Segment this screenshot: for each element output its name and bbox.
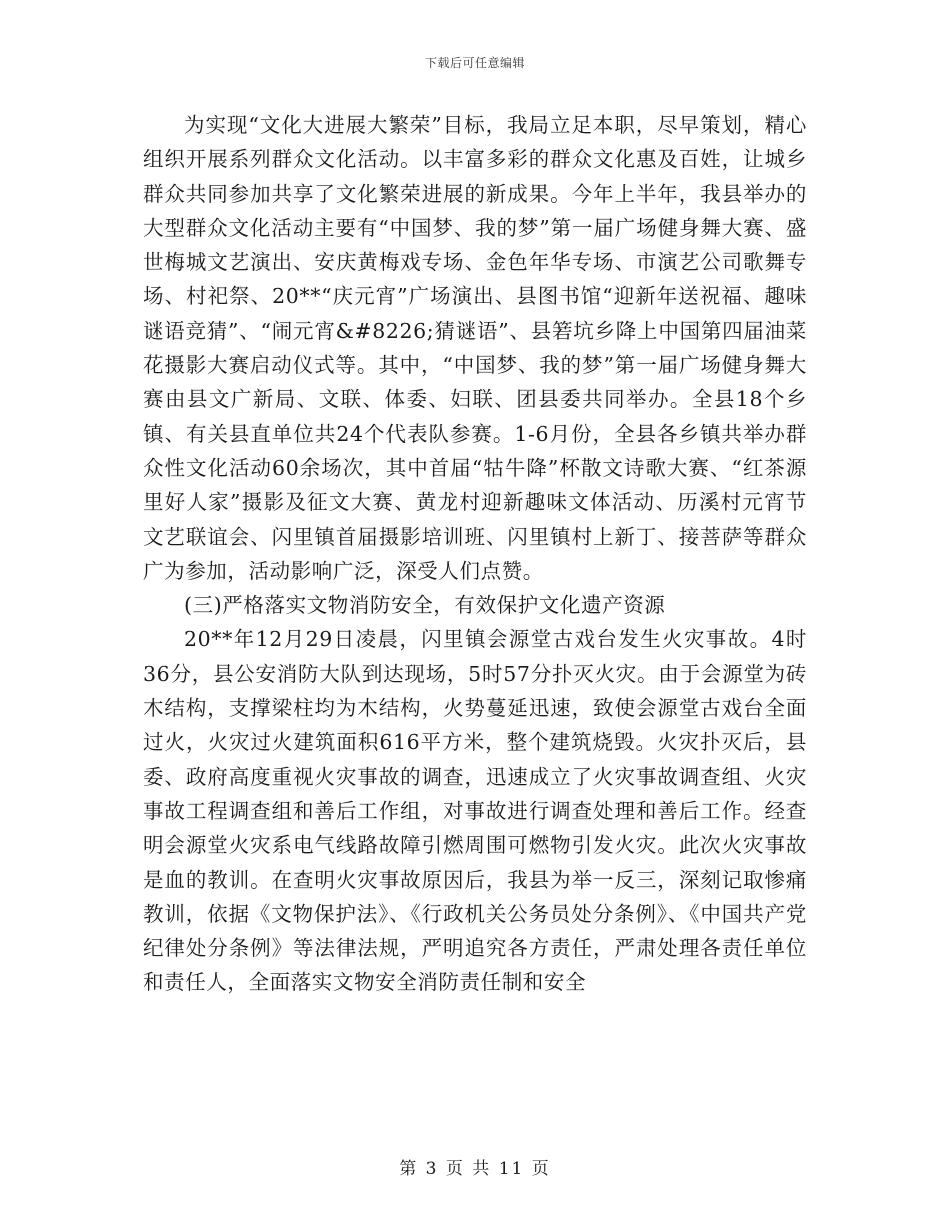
paragraph-cultural-activities: 为实现“文化大进展大繁荣”目标，我局立足本职，尽早策划，精心组织开展系列群众文化活动。以丰富多彩的群众文化惠及百姓，让城乡群众共同参加共享了文化繁荣进展的新成果。今年上半年，我县举办的大型群众文化活动主要有“中国梦、我的梦”第一届广场健身舞大赛、盛世梅城文艺演出、安庆黄梅戏专场、金色年华专场、市演艺公司歌舞专场、村祀祭、20**“庆元宵”广场演出、县图书馆“迎新年送祝福、趣味谜语竞猜”、“闹元宵&#8226;猜谜语”、县箬坑乡降上中国第四届油菜花摄影大赛启动仪式等。其中，“中国梦、我的梦”第一届广场健身舞大赛由县文广新局、文联、体委、妇联、团县委共同举办。全县18个乡镇、有关县直单位共24个代表队参赛。1-6月份，全县各乡镇共举办群众性文化活动60余场次，其中首届“牯牛降”杯散文诗歌大赛、“红茶源里好人家”摄影及征文大赛、黄龙村迎新趣味文体活动、历溪村元宵节文艺联谊会、闪里镇首届摄影培训班、闪里镇村上新丁、接菩萨等群众广为参加，活动影响广泛，深受人们点赞。 xyxy=(143,113,807,583)
page-number: 第 3 页 共 11 页 xyxy=(399,1159,551,1179)
document-body xyxy=(143,108,807,1000)
header-note: 下载后可任意编辑 xyxy=(424,56,525,70)
paragraph-fire-incident: 20**年12月29日凌晨，闪里镇会源堂古戏台发生火灾事故。4时36分，县公安消防大队到达现场，5时57分扑灭火灾。由于会源堂为砖木结构，支撑梁柱均为木结构，火势蔓延迅速，致使会源堂古戏台全面过火，火灾过火建筑面积616平方米，整个建筑烧毁。火灾扑灭后，县委、政府高度重视火灾事故的调查，迅速成立了火灾事故调查组、火灾事故工程调查组和善后工作组，对事故进行调查处理和善后工作。经查明会源堂火灾系电气线路故障引燃周围可燃物引发火灾。此次火灾事故是血的教训。在查明火灾事故原因后，我县为举一反三，深刻记取惨痛教训，依据《文物保护法》、《行政机关公务员处分条例》、《中国共产党纪律处分条例》等法律法规，严明追究各方责任，严肃处理各责任单位和责任人，全面落实文物安全消防责任制和安全 xyxy=(143,627,807,995)
section-subheading: (三)严格落实文物消防安全，有效保护文化遗产资源 xyxy=(184,593,666,618)
